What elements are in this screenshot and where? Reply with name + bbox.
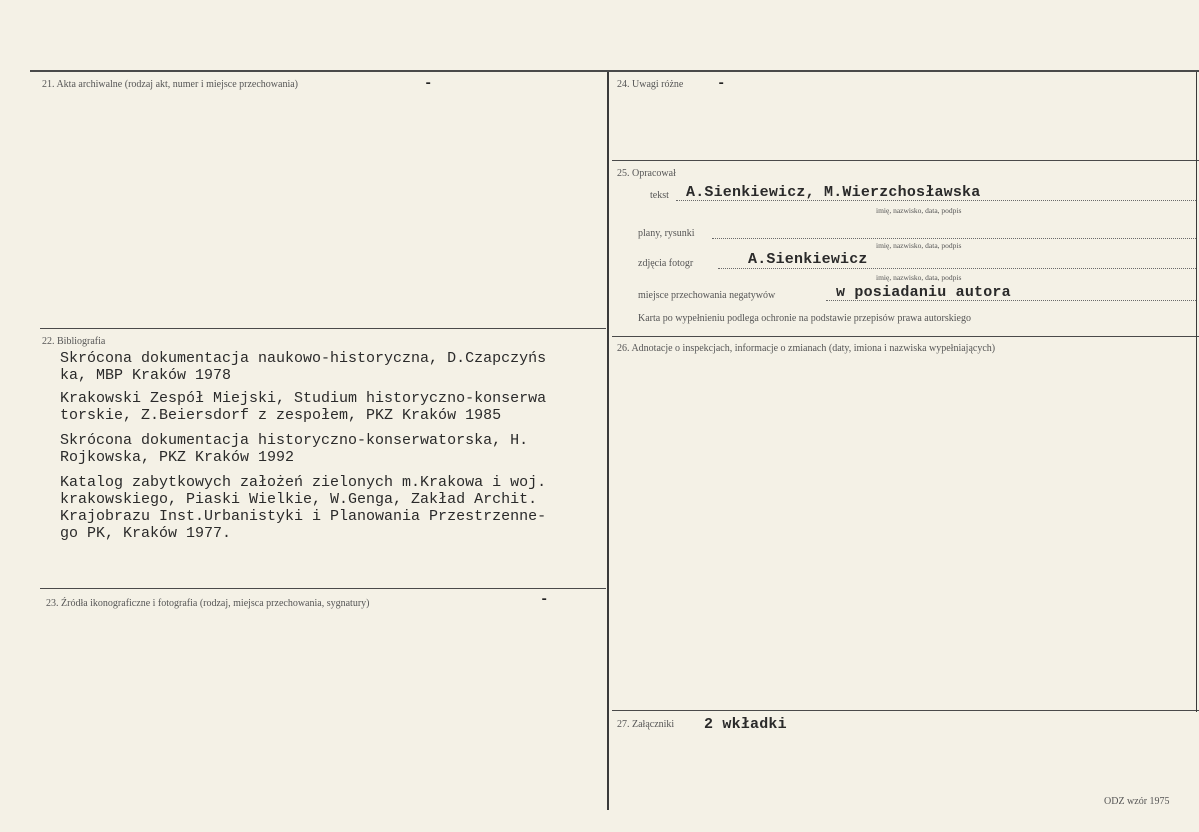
left-rule-22 <box>40 328 606 329</box>
form-code: ODZ wzór 1975 <box>1104 796 1170 807</box>
bibliography-line: Skrócona dokumentacja historyczno-konserwatorska, H. <box>60 432 529 449</box>
bibliography-line: go PK, Kraków 1977. <box>60 525 232 542</box>
section-23-value: - <box>540 592 549 608</box>
plany-dotted-line <box>712 238 1196 239</box>
bibliography-line: Katalog zabytkowych założeń zielonych m.Krakowa i woj. <box>60 474 547 491</box>
section-23-label: 23. Źródła ikonograficzne i fotografia (rodzaj, miejsca przechowania, sygnatury) <box>46 598 370 609</box>
tekst-dotted-line <box>676 200 1196 201</box>
zdjecia-caption: imię, nazwisko, data, podpis <box>876 273 962 282</box>
bibliography-entry <box>60 432 620 466</box>
bibliography-line: Krajobrazu Inst.Urbanistyki i Planowania Przestrzenne- <box>60 508 547 525</box>
bibliography-line: Skrócona dokumentacja naukowo-historyczna, D.Czapczyńs <box>60 350 547 367</box>
bibliography-line: Rojkowska, PKZ Kraków 1992 <box>60 449 295 466</box>
section-27-value: 2 wkładki <box>704 716 787 733</box>
tekst-label: tekst <box>650 190 669 201</box>
bibliography-line: krakowskiego, Piaski Wielkie, W.Genga, Zakład Archit. <box>60 491 538 508</box>
bibliography-entry <box>60 390 620 424</box>
right-rule-26 <box>612 336 1199 337</box>
left-rule-23 <box>40 588 606 589</box>
section-24-label: 24. Uwagi różne <box>617 79 684 90</box>
zdjecia-value: A.Sienkiewicz <box>748 251 868 268</box>
bibliography-line: torskie, Z.Beiersdorf z zespołem, PKZ Kraków 1985 <box>60 407 502 424</box>
right-edge <box>1196 72 1197 712</box>
tekst-value: A.Sienkiewicz, M.Wierzchosławska <box>686 184 981 201</box>
plany-caption: imię, nazwisko, data, podpis <box>876 241 962 250</box>
section-24-value: - <box>717 76 726 92</box>
right-rule-27 <box>612 710 1199 711</box>
zdjecia-label: zdjęcia fotogr <box>638 258 694 269</box>
bibliography-entry <box>60 474 620 542</box>
bibliography-line: ka, MBP Kraków 1978 <box>60 367 232 384</box>
bibliography-entry <box>60 350 620 384</box>
negatyw-value: w posiadaniu autora <box>836 284 1011 301</box>
right-rule-25 <box>612 160 1199 161</box>
zdjecia-dotted-line <box>718 268 1196 269</box>
top-rule <box>30 70 1199 72</box>
bibliography-line: Krakowski Zespół Miejski, Studium historyczno-konserwa <box>60 390 547 407</box>
section-21-value: - <box>424 76 433 92</box>
section-27-label: 27. Załączniki <box>617 719 675 730</box>
copyright-note: Karta po wypełnieniu podlega ochronie na podstawie przepisów prawa autorskiego <box>638 313 971 324</box>
section-21-label: 21. Akta archiwalne (rodzaj akt, numer i miejsce przechowania) <box>42 79 299 90</box>
section-25-label: 25. Opracował <box>617 168 676 179</box>
tekst-caption: imię, nazwisko, data, podpis <box>876 206 962 215</box>
plany-label: plany, rysunki <box>638 228 695 239</box>
negatyw-dotted-line <box>826 300 1196 301</box>
negatyw-label: miejsce przechowania negatywów <box>638 290 776 301</box>
section-26-label: 26. Adnotacje o inspekcjach, informacje o zmianach (daty, imiona i nazwiska wypełniających) <box>617 343 996 354</box>
section-22-label: 22. Bibliografia <box>42 336 106 347</box>
